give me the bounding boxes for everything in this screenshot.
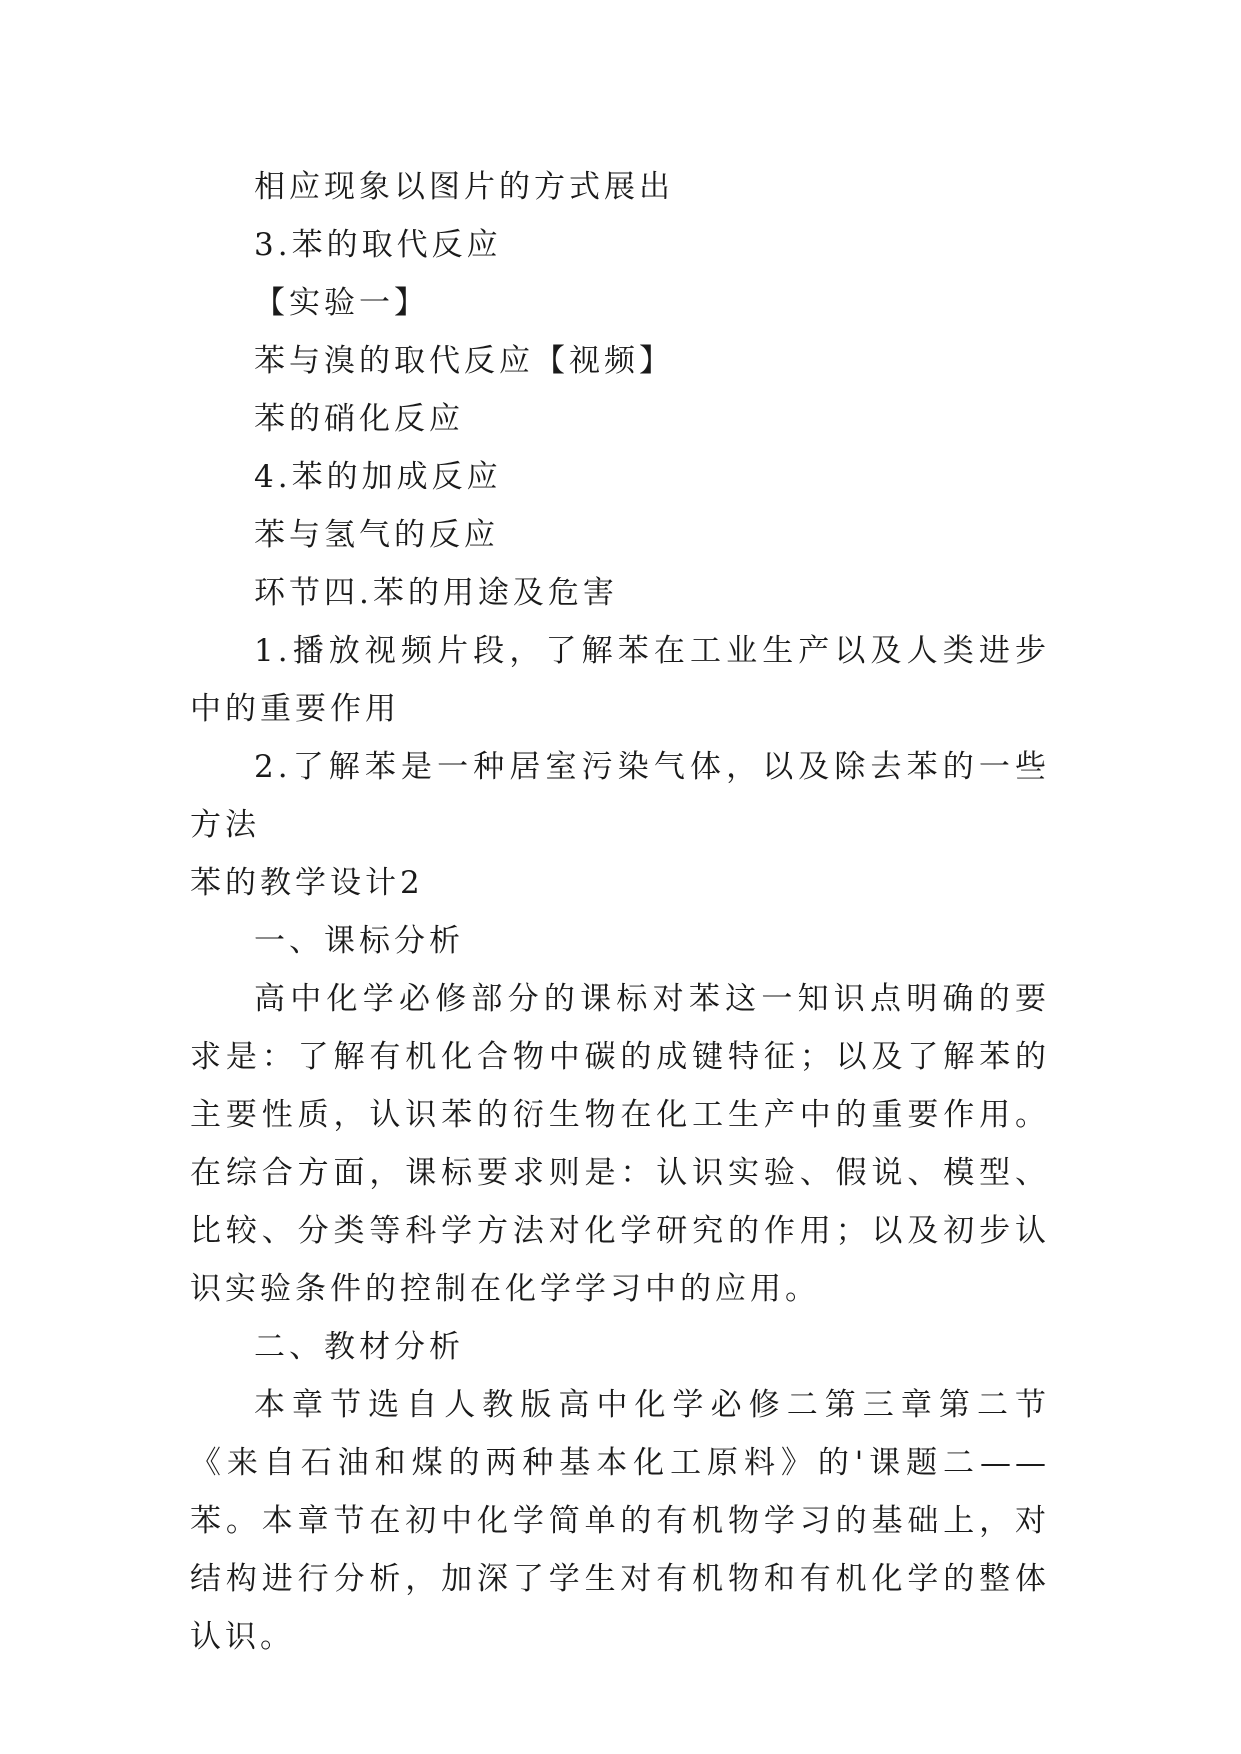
text-line: 苯与氢气的反应 (254, 517, 499, 553)
text-line: 苯的硝化反应 (254, 401, 464, 437)
text-line: 苯与溴的取代反应【视频】 (254, 343, 674, 379)
section-heading: 二、教材分析 (254, 1329, 464, 1365)
text-line: 环节四.苯的用途及危害 (254, 575, 618, 611)
paragraph: 本章节选自人教版高中化学必修二第三章第二节《来自石油和煤的两种基本化工原料》的'课题二——苯。本章节在初中化学简单的有机物学习的基础上，对结构进行分析，加深了学生对有机物和有机化学的整体认识。 (190, 1387, 1050, 1655)
section-heading: 一、课标分析 (254, 923, 464, 959)
paragraph: 高中化学必修部分的课标对苯这一知识点明确的要求是：了解有机化合物中碳的成键特征；以及了解苯的主要性质，认识苯的衍生物在化工生产中的重要作用。在综合方面，课标要求则是：认识实验、假说、模型、比较、分类等科学方法对化学研究的作用；以及初步认识实验条件的控制在化学学习中的应用。 (190, 981, 1050, 1307)
paragraph: 1.播放视频片段，了解苯在工业生产以及人类进步中的重要作用 (190, 633, 1050, 727)
text-line: 3.苯的取代反应 (254, 227, 502, 263)
text-line: 【实验一】 (254, 285, 429, 321)
section-title: 苯的教学设计2 (190, 865, 424, 901)
text-line: 4.苯的加成反应 (254, 459, 502, 495)
text-line: 相应现象以图片的方式展出 (254, 169, 674, 205)
document-body (190, 158, 1050, 1666)
paragraph: 2.了解苯是一种居室污染气体，以及除去苯的一些方法 (190, 749, 1050, 843)
